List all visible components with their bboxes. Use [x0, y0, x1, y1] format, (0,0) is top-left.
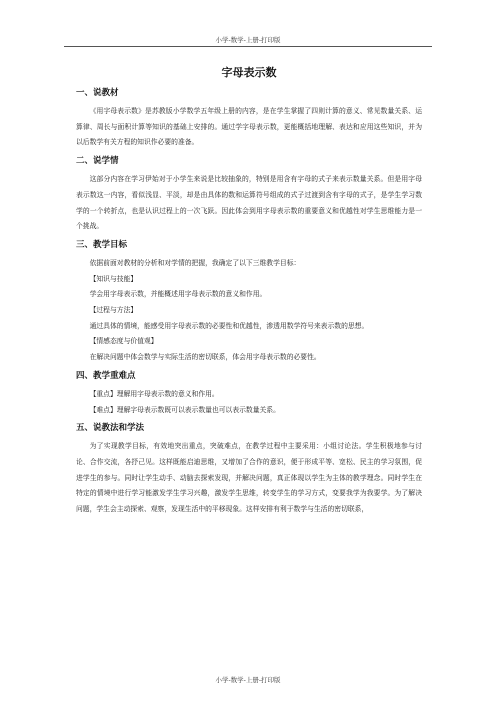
goal-label-knowledge: 【知识与技能】	[89, 274, 138, 283]
goal-label-process: 【过程与方法】	[89, 306, 138, 315]
document-body	[76, 66, 422, 518]
page-header	[64, 0, 432, 47]
section-heading-5: 五、说教法和学法	[76, 423, 145, 434]
goal-text-attitude: 在解决问题中体会数学与实际生活的密切联系，体会用字母表示数的必要性。	[89, 353, 321, 362]
section-heading-4: 四、教学重难点	[76, 370, 136, 381]
section-heading-3: 三、教学目标	[76, 239, 128, 250]
key-point: 【重点】理解用字母表示数的意义和作用。	[89, 389, 219, 398]
header-text: 小学-数学-上册-打印版	[215, 36, 281, 44]
section-5-paragraph: 为了实现教学目标，有效地突出重点，突破难点，在教学过程中主要采用：小组讨论法。学生积极地参与讨论、合作交流，各抒己见。这样既能启迪思维，又增加了合作的意识，便于形成平等、宽松、民主的学习氛围，促进学生的参与。同时让学生动手、动脑去探索发现，并解决问题，真正体现以学生为主体的教学理念。同时学生在特定的情境中进行学习能激发学生学习兴趣，激发学生思维，转变学生的学习方式，变要我学为我要学。为了解决问题，学生会主动探索、观察，发现生活中的平移现象。这样安排有利于数学与生活的密切联系，	[76, 442, 422, 514]
section-2-paragraph: 这部分内容在学习伊始对于小学生来说是比较抽象的，特别是用含有字母的式子来表示数量关系。但是用字母表示数这一内容，看似浅显、平淡，却是由具体的数和运算符号组成的式子过渡到含有字母的式子，是学生学习数学的一个转折点，也是认识过程上的一次飞跃。因此体会到用字母表示数的重要意义和优越性对学生思维能力是一个挑战。	[76, 175, 422, 231]
difficult-point: 【难点】理解字母表示数既可以表示数量也可以表示数量关系。	[89, 405, 280, 414]
document-title: 字母表示数	[221, 66, 277, 79]
goal-text-knowledge: 学会用字母表示数，并能概述用字母表示数的意义和作用。	[89, 290, 267, 299]
goal-text-process: 通过具体的情境，能感受用字母表示数的必要性和优越性，渗透用数学符号来表示数的思想。	[89, 321, 369, 330]
section-heading-2: 二、说学情	[76, 156, 119, 167]
goal-label-attitude: 【情感态度与价值观】	[89, 337, 158, 346]
page-footer: 小学-数学-上册-打印版	[215, 676, 281, 684]
section-heading-1: 一、说教材	[76, 88, 119, 98]
section-3-intro: 依据前面对教材的分析和对学情的把握，我确定了以下三维教学目标：	[89, 258, 301, 267]
section-1-paragraph: 《用字母表示数》是苏教版小学数学五年级上册的内容，是在学生掌握了四则计算的意义、常见数量关系、运算律、周长与面积计算等知识的基础上安排的。通过学字母表示数，更能概括地理解、表达和应用这些知识，并为以后数学有关方程的知识作必要的准备。	[76, 107, 422, 147]
